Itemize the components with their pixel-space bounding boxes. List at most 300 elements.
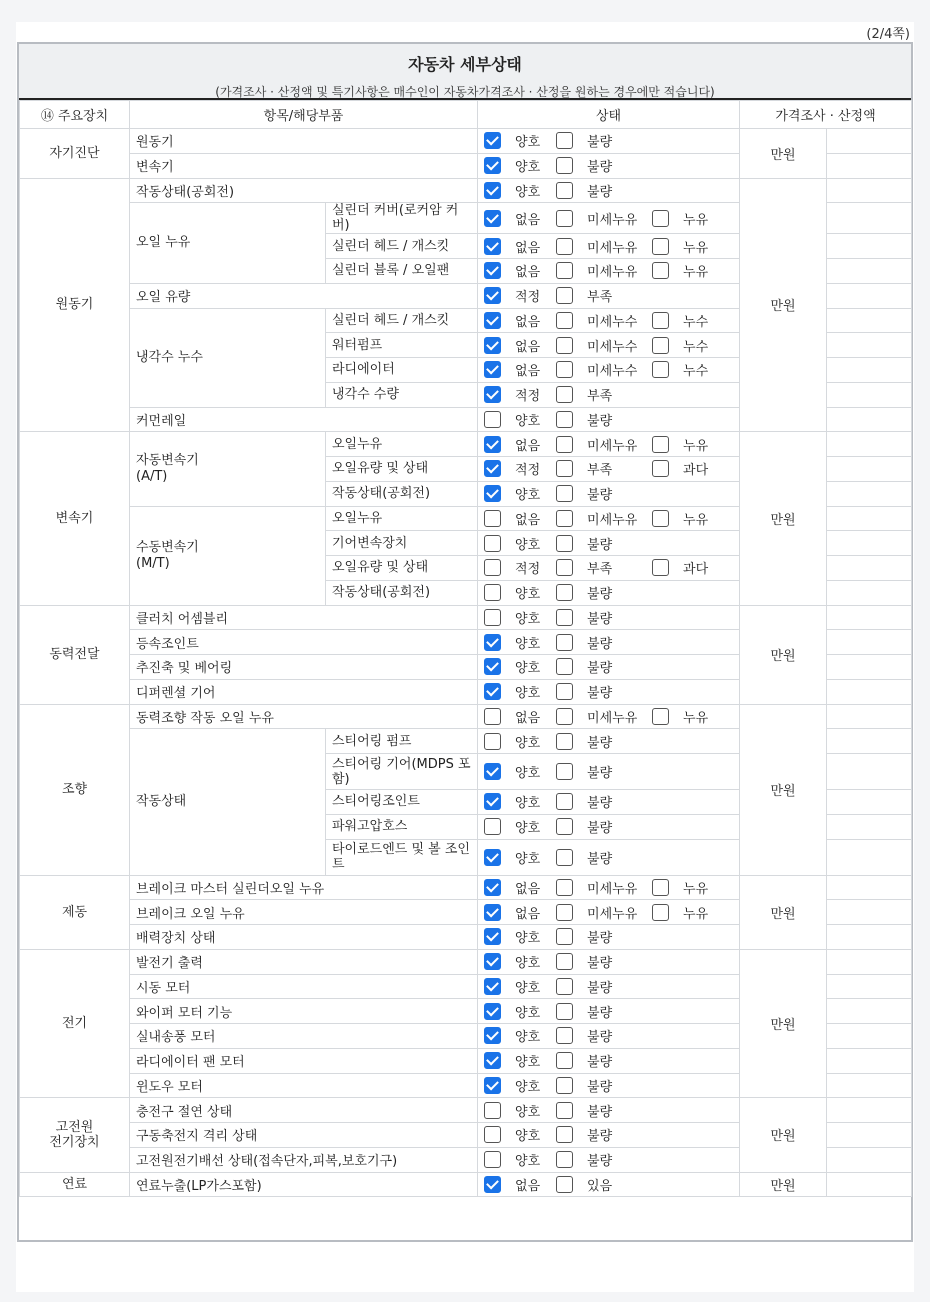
status-cell bbox=[478, 129, 740, 154]
status-option[interactable] bbox=[556, 286, 652, 305]
status-option[interactable] bbox=[484, 707, 556, 726]
checkbox[interactable] bbox=[484, 763, 501, 780]
checkbox[interactable] bbox=[556, 436, 573, 453]
price-input-cell[interactable] bbox=[827, 481, 912, 506]
sub-item-cell: 오일누유 bbox=[326, 506, 478, 531]
status-options bbox=[484, 878, 733, 897]
price-input-cell[interactable] bbox=[827, 1073, 912, 1098]
header-status: 상태 bbox=[478, 101, 740, 129]
checkbox[interactable] bbox=[556, 708, 573, 725]
checkbox[interactable] bbox=[556, 510, 573, 527]
price-input-cell[interactable] bbox=[827, 1123, 912, 1148]
price-unit-cell: 만원 bbox=[740, 1098, 827, 1172]
status-option[interactable] bbox=[484, 534, 556, 553]
status-option[interactable] bbox=[484, 977, 556, 996]
option-label: 없음 bbox=[515, 339, 541, 355]
checkbox[interactable] bbox=[484, 634, 501, 651]
checkbox[interactable] bbox=[484, 978, 501, 995]
status-option[interactable] bbox=[556, 732, 652, 751]
status-option[interactable] bbox=[484, 311, 556, 330]
option-label: 불량 bbox=[587, 766, 613, 781]
price-input-cell[interactable] bbox=[827, 875, 912, 900]
checkbox[interactable] bbox=[652, 460, 669, 477]
status-option[interactable] bbox=[652, 878, 708, 897]
status-option[interactable] bbox=[556, 1026, 652, 1045]
checkbox[interactable] bbox=[556, 793, 573, 810]
checkbox[interactable] bbox=[556, 763, 573, 780]
status-option[interactable] bbox=[556, 156, 652, 175]
status-option[interactable] bbox=[556, 509, 652, 528]
checkbox[interactable] bbox=[556, 386, 573, 403]
status-option[interactable] bbox=[556, 435, 652, 454]
status-option[interactable] bbox=[556, 534, 652, 553]
price-input-cell[interactable] bbox=[827, 790, 912, 815]
status-option[interactable] bbox=[652, 459, 708, 478]
checkbox[interactable] bbox=[484, 510, 501, 527]
header-main-device: ⑭ 주요장치 bbox=[20, 101, 130, 129]
checkbox[interactable] bbox=[652, 210, 669, 227]
checkbox[interactable] bbox=[484, 733, 501, 750]
status-option[interactable] bbox=[556, 1175, 652, 1194]
checkbox[interactable] bbox=[556, 634, 573, 651]
status-option[interactable] bbox=[484, 952, 556, 971]
checkbox[interactable] bbox=[556, 904, 573, 921]
status-option[interactable] bbox=[484, 336, 556, 355]
status-option[interactable] bbox=[484, 1125, 556, 1144]
checkbox[interactable] bbox=[556, 1052, 573, 1069]
checkbox[interactable] bbox=[556, 182, 573, 199]
price-input-cell[interactable] bbox=[827, 153, 912, 178]
checkbox[interactable] bbox=[484, 1151, 501, 1168]
checkbox[interactable] bbox=[556, 584, 573, 601]
checkbox[interactable] bbox=[556, 535, 573, 552]
status-cell bbox=[478, 178, 740, 203]
status-option[interactable] bbox=[484, 360, 556, 379]
checkbox[interactable] bbox=[484, 584, 501, 601]
checkbox[interactable] bbox=[556, 559, 573, 576]
checkbox[interactable] bbox=[556, 733, 573, 750]
status-option[interactable] bbox=[556, 558, 652, 577]
checkbox[interactable] bbox=[484, 337, 501, 354]
price-input-cell[interactable] bbox=[827, 457, 912, 482]
status-option[interactable] bbox=[556, 903, 652, 922]
status-option[interactable] bbox=[484, 633, 556, 652]
checkbox[interactable] bbox=[484, 182, 501, 199]
checkbox[interactable] bbox=[484, 1176, 501, 1193]
item-cell: 디퍼렌셜 기어 bbox=[130, 679, 478, 704]
price-input-cell[interactable] bbox=[827, 308, 912, 333]
status-option[interactable] bbox=[556, 181, 652, 200]
checkbox[interactable] bbox=[484, 879, 501, 896]
option-label: 누수 bbox=[683, 339, 709, 355]
price-input-cell[interactable] bbox=[827, 1098, 912, 1123]
checkbox[interactable] bbox=[484, 1052, 501, 1069]
checkbox[interactable] bbox=[556, 485, 573, 502]
table-row bbox=[20, 949, 912, 974]
checkbox[interactable] bbox=[652, 879, 669, 896]
checkbox[interactable] bbox=[484, 1126, 501, 1143]
checkbox[interactable] bbox=[652, 510, 669, 527]
option-label: 불량 bbox=[587, 821, 613, 837]
status-option[interactable] bbox=[484, 484, 556, 503]
item-cell: 커먼레일 bbox=[130, 407, 478, 432]
item-cell: 발전기 출력 bbox=[130, 949, 478, 974]
price-input-cell[interactable] bbox=[827, 1172, 912, 1197]
option-label: 불량 bbox=[587, 735, 613, 751]
status-option[interactable] bbox=[652, 707, 708, 726]
category-cell: 제동 bbox=[20, 875, 130, 949]
status-option[interactable] bbox=[484, 1051, 556, 1070]
price-input-cell[interactable] bbox=[827, 1147, 912, 1172]
status-option[interactable] bbox=[556, 792, 652, 811]
status-option[interactable] bbox=[556, 336, 652, 355]
price-input-cell[interactable] bbox=[827, 655, 912, 680]
checkbox[interactable] bbox=[556, 683, 573, 700]
checkbox[interactable] bbox=[484, 818, 501, 835]
checkbox[interactable] bbox=[652, 436, 669, 453]
checkbox[interactable] bbox=[484, 262, 501, 279]
document-page bbox=[16, 22, 914, 1292]
status-option[interactable] bbox=[484, 1002, 556, 1021]
status-option[interactable] bbox=[484, 509, 556, 528]
checkbox[interactable] bbox=[556, 157, 573, 174]
checkbox[interactable] bbox=[556, 1126, 573, 1143]
status-option[interactable] bbox=[484, 927, 556, 946]
price-input-cell[interactable] bbox=[827, 814, 912, 839]
price-input-cell[interactable] bbox=[827, 1048, 912, 1073]
status-option[interactable] bbox=[556, 762, 652, 781]
status-options bbox=[484, 977, 733, 996]
status-option[interactable] bbox=[556, 657, 652, 676]
price-input-cell[interactable] bbox=[827, 129, 912, 154]
price-unit-cell: 만원 bbox=[740, 432, 827, 605]
status-options bbox=[484, 792, 733, 811]
status-option[interactable] bbox=[484, 131, 556, 150]
status-option[interactable] bbox=[556, 1101, 652, 1120]
checkbox[interactable] bbox=[484, 312, 501, 329]
option-label: 불량 bbox=[587, 135, 613, 151]
checkbox[interactable] bbox=[556, 849, 573, 866]
status-option[interactable] bbox=[556, 952, 652, 971]
price-input-cell[interactable] bbox=[827, 407, 912, 432]
checkbox[interactable] bbox=[484, 535, 501, 552]
checkbox[interactable] bbox=[484, 485, 501, 502]
status-option[interactable] bbox=[484, 1175, 556, 1194]
checkbox[interactable] bbox=[652, 559, 669, 576]
status-option[interactable] bbox=[556, 360, 652, 379]
checkbox[interactable] bbox=[556, 210, 573, 227]
status-option[interactable] bbox=[484, 732, 556, 751]
checkbox[interactable] bbox=[484, 793, 501, 810]
checkbox[interactable] bbox=[652, 238, 669, 255]
status-option[interactable] bbox=[556, 1051, 652, 1070]
checkbox[interactable] bbox=[484, 849, 501, 866]
status-option[interactable] bbox=[484, 435, 556, 454]
checkbox[interactable] bbox=[652, 904, 669, 921]
item-cell: 충전구 절연 상태 bbox=[130, 1098, 478, 1123]
price-input-cell[interactable] bbox=[827, 754, 912, 790]
form-header bbox=[19, 44, 911, 100]
price-input-cell[interactable] bbox=[827, 974, 912, 999]
status-option[interactable] bbox=[484, 237, 556, 256]
status-option[interactable] bbox=[556, 583, 652, 602]
price-input-cell[interactable] bbox=[827, 382, 912, 407]
price-input-cell[interactable] bbox=[827, 1024, 912, 1049]
status-option[interactable] bbox=[484, 286, 556, 305]
form-title: 자동차 세부상태 bbox=[408, 55, 522, 74]
status-cell bbox=[478, 153, 740, 178]
checkbox[interactable] bbox=[484, 658, 501, 675]
checkbox[interactable] bbox=[652, 312, 669, 329]
status-option[interactable] bbox=[556, 484, 652, 503]
option-label: 불량 bbox=[587, 980, 613, 996]
status-option[interactable] bbox=[484, 410, 556, 429]
option-label: 누유 bbox=[683, 212, 709, 228]
price-input-cell[interactable] bbox=[827, 679, 912, 704]
checkbox[interactable] bbox=[556, 978, 573, 995]
checkbox[interactable] bbox=[556, 1151, 573, 1168]
status-option[interactable] bbox=[556, 1002, 652, 1021]
checkbox[interactable] bbox=[556, 953, 573, 970]
status-cell bbox=[478, 900, 740, 925]
status-option[interactable] bbox=[652, 311, 708, 330]
item-cell: 윈도우 모터 bbox=[130, 1073, 478, 1098]
status-option[interactable] bbox=[556, 817, 652, 836]
price-input-cell[interactable] bbox=[827, 729, 912, 754]
checkbox[interactable] bbox=[484, 1027, 501, 1044]
option-label: 양호 bbox=[515, 735, 541, 751]
checkbox[interactable] bbox=[484, 1102, 501, 1119]
checkbox[interactable] bbox=[484, 386, 501, 403]
price-input-cell[interactable] bbox=[827, 178, 912, 203]
status-option[interactable] bbox=[652, 261, 708, 280]
item-cell: 브레이크 마스터 실린더오일 누유 bbox=[130, 875, 478, 900]
checkbox[interactable] bbox=[484, 609, 501, 626]
status-option[interactable] bbox=[484, 878, 556, 897]
status-option[interactable] bbox=[556, 977, 652, 996]
checkbox[interactable] bbox=[652, 361, 669, 378]
status-option[interactable] bbox=[484, 1026, 556, 1045]
checkbox[interactable] bbox=[556, 1003, 573, 1020]
checkbox[interactable] bbox=[484, 559, 501, 576]
price-input-cell[interactable] bbox=[827, 234, 912, 259]
option-label: 미세누유 bbox=[587, 512, 638, 528]
price-input-cell[interactable] bbox=[827, 432, 912, 457]
status-option[interactable] bbox=[484, 558, 556, 577]
status-option[interactable] bbox=[484, 682, 556, 701]
status-option[interactable] bbox=[652, 237, 708, 256]
status-option[interactable] bbox=[556, 131, 652, 150]
status-option[interactable] bbox=[652, 435, 708, 454]
status-cell bbox=[478, 308, 740, 333]
checkbox[interactable] bbox=[484, 904, 501, 921]
status-option[interactable] bbox=[556, 848, 652, 867]
option-label: 누유 bbox=[683, 240, 709, 256]
checkbox[interactable] bbox=[484, 210, 501, 227]
checkbox[interactable] bbox=[484, 157, 501, 174]
status-option[interactable] bbox=[556, 707, 652, 726]
status-option[interactable] bbox=[556, 1076, 652, 1095]
status-option[interactable] bbox=[484, 459, 556, 478]
price-input-cell[interactable] bbox=[827, 900, 912, 925]
status-option[interactable] bbox=[556, 608, 652, 627]
checkbox[interactable] bbox=[484, 132, 501, 149]
status-option[interactable] bbox=[484, 608, 556, 627]
status-cell bbox=[478, 655, 740, 680]
status-option[interactable] bbox=[484, 817, 556, 836]
price-input-cell[interactable] bbox=[827, 531, 912, 556]
checkbox[interactable] bbox=[484, 1003, 501, 1020]
checkbox[interactable] bbox=[484, 928, 501, 945]
option-label: 양호 bbox=[515, 1129, 541, 1145]
option-label: 불량 bbox=[587, 1129, 613, 1145]
item-cell: 구동축전지 격리 상태 bbox=[130, 1123, 478, 1148]
status-option[interactable] bbox=[484, 1076, 556, 1095]
price-input-cell[interactable] bbox=[827, 580, 912, 605]
status-option[interactable] bbox=[556, 385, 652, 404]
status-cell bbox=[478, 704, 740, 729]
price-input-cell[interactable] bbox=[827, 630, 912, 655]
price-input-cell[interactable] bbox=[827, 839, 912, 875]
checkbox[interactable] bbox=[556, 609, 573, 626]
checkbox[interactable] bbox=[556, 287, 573, 304]
checkbox[interactable] bbox=[484, 287, 501, 304]
status-option[interactable] bbox=[484, 1150, 556, 1169]
checkbox[interactable] bbox=[484, 436, 501, 453]
price-input-cell[interactable] bbox=[827, 358, 912, 383]
option-label: 불량 bbox=[587, 488, 613, 504]
checkbox[interactable] bbox=[556, 411, 573, 428]
status-option[interactable] bbox=[484, 261, 556, 280]
status-option[interactable] bbox=[556, 410, 652, 429]
sub-item-cell: 파워고압호스 bbox=[326, 814, 478, 839]
checkbox[interactable] bbox=[484, 361, 501, 378]
checkbox[interactable] bbox=[484, 708, 501, 725]
checkbox[interactable] bbox=[652, 337, 669, 354]
option-label: 누수 bbox=[683, 364, 709, 380]
status-option[interactable] bbox=[556, 1125, 652, 1144]
checkbox[interactable] bbox=[556, 460, 573, 477]
status-option[interactable] bbox=[484, 209, 556, 228]
status-options bbox=[484, 732, 733, 751]
option-label: 양호 bbox=[515, 413, 541, 429]
checkbox[interactable] bbox=[484, 460, 501, 477]
status-option[interactable] bbox=[652, 360, 708, 379]
status-options bbox=[484, 1076, 733, 1095]
checkbox[interactable] bbox=[556, 238, 573, 255]
price-input-cell[interactable] bbox=[827, 556, 912, 581]
status-option[interactable] bbox=[484, 385, 556, 404]
item-cell: 동력조향 작동 오일 누유 bbox=[130, 704, 478, 729]
price-input-cell[interactable] bbox=[827, 506, 912, 531]
status-option[interactable] bbox=[484, 181, 556, 200]
inspection-form bbox=[17, 42, 913, 1242]
checkbox[interactable] bbox=[484, 1077, 501, 1094]
option-label: 불량 bbox=[587, 587, 613, 603]
status-option[interactable] bbox=[652, 509, 708, 528]
status-option[interactable] bbox=[484, 1101, 556, 1120]
price-input-cell[interactable] bbox=[827, 259, 912, 284]
status-options bbox=[484, 583, 733, 602]
checkbox[interactable] bbox=[556, 312, 573, 329]
status-option[interactable] bbox=[556, 878, 652, 897]
option-label: 미세누유 bbox=[587, 265, 638, 281]
price-input-cell[interactable] bbox=[827, 605, 912, 630]
checkbox[interactable] bbox=[556, 1176, 573, 1193]
option-label: 양호 bbox=[515, 636, 541, 652]
checkbox[interactable] bbox=[652, 708, 669, 725]
status-option[interactable] bbox=[484, 792, 556, 811]
checkbox[interactable] bbox=[484, 953, 501, 970]
checkbox[interactable] bbox=[556, 658, 573, 675]
status-option[interactable] bbox=[484, 903, 556, 922]
status-option[interactable] bbox=[484, 583, 556, 602]
status-option[interactable] bbox=[556, 1150, 652, 1169]
status-option[interactable] bbox=[652, 558, 708, 577]
status-option[interactable] bbox=[556, 261, 652, 280]
checkbox[interactable] bbox=[556, 337, 573, 354]
status-option[interactable] bbox=[556, 209, 652, 228]
price-input-cell[interactable] bbox=[827, 949, 912, 974]
status-option[interactable] bbox=[484, 848, 556, 867]
checkbox[interactable] bbox=[556, 1077, 573, 1094]
item-cell: 브레이크 오일 누유 bbox=[130, 900, 478, 925]
option-label: 미세누유 bbox=[587, 906, 638, 922]
checkbox[interactable] bbox=[484, 411, 501, 428]
status-option[interactable] bbox=[652, 903, 708, 922]
option-label: 없음 bbox=[515, 512, 541, 528]
status-option[interactable] bbox=[556, 237, 652, 256]
checkbox[interactable] bbox=[556, 1102, 573, 1119]
item-cell: 라디에이터 팬 모터 bbox=[130, 1048, 478, 1073]
price-input-cell[interactable] bbox=[827, 203, 912, 234]
option-label: 없음 bbox=[515, 364, 541, 380]
status-option[interactable] bbox=[556, 682, 652, 701]
option-label: 미세누유 bbox=[587, 240, 638, 256]
checkbox[interactable] bbox=[556, 879, 573, 896]
price-input-cell[interactable] bbox=[827, 999, 912, 1024]
checkbox[interactable] bbox=[556, 361, 573, 378]
checkbox[interactable] bbox=[556, 262, 573, 279]
checkbox[interactable] bbox=[652, 262, 669, 279]
price-input-cell[interactable] bbox=[827, 333, 912, 358]
price-input-cell[interactable] bbox=[827, 283, 912, 308]
price-input-cell[interactable] bbox=[827, 925, 912, 950]
checkbox[interactable] bbox=[556, 928, 573, 945]
checkbox[interactable] bbox=[484, 683, 501, 700]
status-option[interactable] bbox=[556, 633, 652, 652]
price-unit-cell: 만원 bbox=[740, 704, 827, 875]
status-option[interactable] bbox=[484, 657, 556, 676]
option-label: 없음 bbox=[515, 710, 541, 726]
status-option[interactable] bbox=[652, 209, 708, 228]
category-cell: 자기진단 bbox=[20, 129, 130, 179]
price-input-cell[interactable] bbox=[827, 704, 912, 729]
status-option[interactable] bbox=[556, 311, 652, 330]
status-option[interactable] bbox=[556, 459, 652, 478]
checkbox[interactable] bbox=[556, 132, 573, 149]
checkbox[interactable] bbox=[484, 238, 501, 255]
status-option[interactable] bbox=[484, 762, 556, 781]
status-options bbox=[484, 903, 733, 922]
checkbox[interactable] bbox=[556, 818, 573, 835]
status-cell bbox=[478, 432, 740, 457]
status-options bbox=[484, 237, 733, 256]
status-option[interactable] bbox=[556, 927, 652, 946]
status-option[interactable] bbox=[652, 336, 708, 355]
status-option[interactable] bbox=[484, 156, 556, 175]
checkbox[interactable] bbox=[556, 1027, 573, 1044]
